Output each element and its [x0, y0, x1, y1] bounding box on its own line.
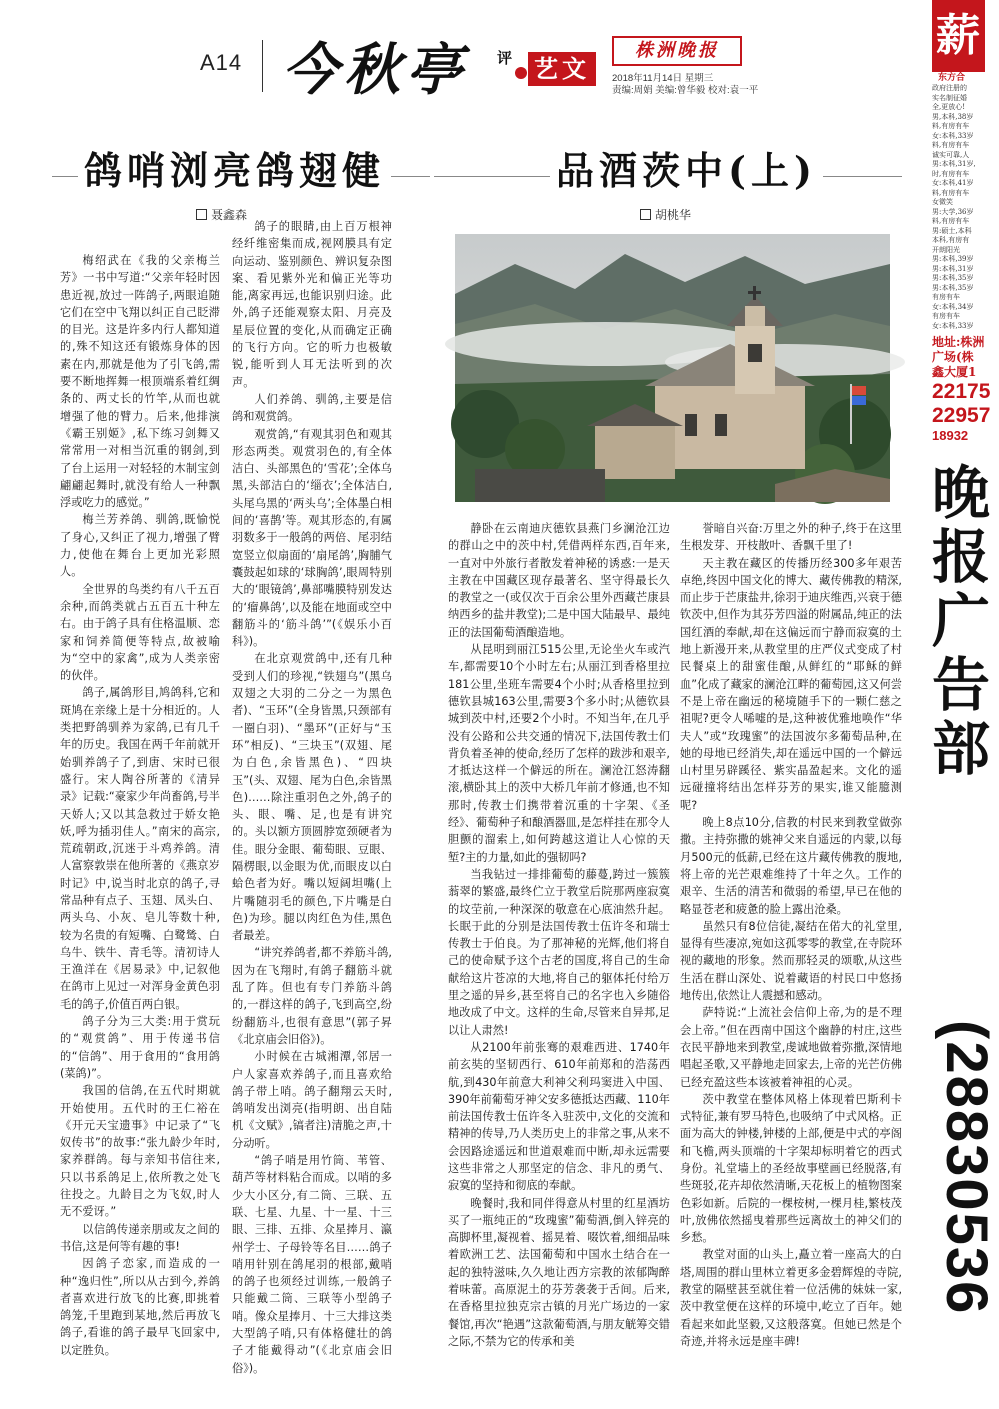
ad-phone-small: 18932 — [932, 428, 969, 443]
right-col2-paragraph: 誉暗自兴奋:万里之外的种子,终于在这里生根发芽、开枝散叶、香飘千里了! — [680, 522, 902, 553]
ad-big-char: 告 — [932, 651, 991, 719]
ad-listing-line: 实名制征婚 — [932, 93, 967, 102]
left-col1-paragraph: 梅兰芳养鸽、驯鸽,既愉悦了身心,又纠正了视力,增强了臂力,使他在舞台上更加光彩照人。 — [60, 513, 220, 579]
ad-listing-line: 男:本科,35岁 — [932, 274, 974, 282]
left-col2-paragraph: 鸽子的眼睛,由上百万根神经纤维密集而成,视网膜具有定向运动、鉴别颜色、辨识复杂图案、看见紫外光和偏正光等功能,离家再远,也能识别归途。此外,鸽子还能观察太阳、月亮及星辰位置的变化,从而确定正确的飞行方向。它的听力也极敏锐,能听到人耳无法听到的次声。 — [232, 220, 392, 389]
right-article-title: 品酒茨中(上) — [550, 140, 823, 195]
issue-date: 2018年11月14日 星期三 — [612, 73, 714, 84]
ad-listing-line: 料,有房有车 — [932, 141, 970, 149]
left-author-name: 聂鑫森 — [211, 208, 248, 222]
ad-listing-line: 女:本科,33岁 — [932, 321, 974, 330]
left-col1-paragraph: 我国的信鸽,在五代时期就开始使用。五代时的王仁裕在《开元天宝遗事》中记录了“飞奴传书”的故事:“张九龄少年时,家养群鸽。每与亲知书信往来,只以书系鸽足上,依所教之处飞往投之。九龄目之为飞奴,时人无不爱讶。” — [60, 1084, 220, 1219]
ad-listing-line: 女:本科,34岁 — [932, 302, 974, 311]
right-article-byline — [640, 206, 691, 223]
ping-label: 评 — [497, 49, 513, 67]
ad-phone-number: 22957 — [932, 404, 991, 427]
page-number: A14 — [200, 50, 243, 75]
ad-listing-line: 本科,有房有 — [932, 236, 970, 244]
ad-listing-line: 料,有房有车 — [932, 188, 970, 197]
ad-listing-line: 男:本科,39岁 — [932, 255, 974, 263]
right-col1-paragraph: 当我钻过一排排葡萄的藤蔓,跨过一簇簇蓊翠的繁盛,最终伫立于教堂后院那两座寂寞的坟茔前,一种深深的敬意在心底油然升起。长眠于此的分别是法国传教士伍许冬和瑞士传教士于伯良。为了那神秘的光辉,他们将自己的使命赋予这个古老的国度,将自己的生命献给这片苍凉的大地,将自己的躯体托付给万里之遥的异乡,甚至将自己的名字也入乡随俗地改成了中文。这样的生命,尽管来自异邦,足以让人肃然! — [448, 867, 670, 1037]
left-col2-paragraph: 小时候在古城湘潭,邻居一户人家喜欢养鸽子,而且喜欢给鸽子带上哨。鸽子翻翔云天时,鸽哨发出浏亮(指明朗、出自陆机《文赋》,镐者注)清脆之声,十分动听。 — [232, 1050, 392, 1150]
editor-credits: 责编:周娟 美编:曾华毅 校对:袁一平 — [612, 85, 759, 96]
ad-listing-line: 男:本科,35岁 — [932, 283, 974, 292]
left-col2-paragraph: “鸽子哨是用竹筒、苇管、葫芦等材料粘合而成。以哨的多少大小区分,有二筒、三联、五联、七星、九星、十一星、十三眼、三排、五排、众星捧月、瀛州学士、子母铃等名目……鸽子哨用针别在鸽尾羽的根部,戴哨的鸽子也须经过训练,一般鸽子只能戴二筒、三联等小型鸽子哨。像众星捧月、十三大排这类大型鸽子哨,只有体格健壮的鸽子才能戴得动”(《北京庙会旧俗》)。 — [232, 1154, 392, 1375]
byline-box-icon — [196, 209, 207, 220]
ad-big-text — [932, 459, 991, 783]
column-name: 今秋亭 — [282, 37, 468, 103]
left-col1-paragraph: 鸽子分为三大类:用于赏玩的“观赏鸽”、用于传递书信的“信鸽”、用于食用的“食用鸽(菜鸽)”。 — [60, 1015, 220, 1080]
ad-big-char: 晚 — [932, 459, 991, 527]
ad-subheader: 东方合 — [938, 73, 966, 83]
ad-address — [932, 335, 985, 380]
ad-listing-line: 料,有房有车 — [932, 217, 970, 225]
header-divider — [262, 40, 263, 92]
ad-listing-line: 诚实可靠,人 — [932, 150, 970, 159]
byline-box-icon — [640, 209, 651, 220]
ad-listing-line: 女微笑 — [932, 198, 953, 206]
left-col2-paragraph: 观赏鸽,“有观其羽色和观其形态两类。观赏羽色的,有全体洁白、头部黑色的‘雪花’;全体乌黑,头部洁白的‘缁衣’;全体洁白,头尾乌黑的‘两头乌’;全体墨白相间的‘喜鹊’等。观其形态的,有属羽数多于一般鸽的两倍、尾羽结宽竖立似扇面的‘扇尾鸽’,胸脯气囊鼓起如球的‘球胸鸽’,眼周特别大的‘眼镜鸽’,鼻部嘴膜特别发达的‘瘤鼻鸽’,以及能在地面或空中翻筋斗的‘筋斗鸽’”(《娱乐小百科》)。 — [232, 427, 392, 649]
right-article-column-1 — [448, 520, 670, 1362]
ad-listing-line: 女:本科,41岁 — [932, 179, 974, 187]
right-col2-paragraph: 茨中教堂在整体风格上体现着巴斯利卡式特征,兼有罗马特色,也吸纳了中式风格。正面为高大的钟楼,钟楼的上部,便是中式的亭阁和飞檐,两头顶端的十字架却标明着它的西式身份。礼堂墙上的圣经故事壁画已经脱落,有些斑驳,花卉却依然清晰,天花板上的植物图案色彩如新。后院的一棵桉树,一棵月桂,繁枝茂叶,放佛依然摇曳着那些远离故土的神父们的乡愁。 — [680, 1092, 902, 1245]
ad-listing-line: 全,更放心! — [932, 103, 966, 111]
section-label: 艺文 — [528, 52, 596, 86]
right-col2-paragraph: 晚上8点10分,信教的村民来到教堂做弥撒。主持弥撒的姚神父来自遥远的内蒙,以每月500元的低薪,已经在这片藏传佛教的腹地,将上帝的光芒艰难维持了十年之久。工作的艰辛、生活的清苦和微弱的希望,早已在他的略显苍老和疲惫的脸上露出沧桑。 — [680, 816, 902, 916]
left-article-title: 鸽哨浏亮鸽翅健 — [78, 140, 391, 195]
ad-listing — [932, 84, 985, 331]
right-article-column-2 — [680, 520, 902, 1362]
left-article-column-1 — [60, 252, 220, 1362]
ad-phone-number: 22175 — [932, 380, 991, 403]
left-col1-paragraph: 全世界的鸟类约有八千五百余种,而鸽类就占五百五十种左右。由于鸽子具有住格温顺、恋家和饲养简便等特点,故被喻为“空中的家禽”,成为人类亲密的伙伴。 — [60, 582, 220, 683]
left-col1-paragraph: 以信鸽传递亲朋或友之间的书信,这是何等有趣的事! — [60, 1222, 220, 1253]
red-dot — [515, 67, 527, 79]
church-photo-illustration — [455, 234, 890, 502]
ad-listing-line: 女:本科,33岁 — [932, 131, 974, 140]
left-col2-paragraph: 人们养鸽、驯鸽,主要是信鸽和观赏鸽。 — [232, 392, 392, 424]
left-col2-paragraph: “讲究养鸽者,都不养筋斗鸽,因为在飞翔时,有鸽子翻筋斗就乱了阵。但也有专门养筋斗鸽的,一群这样的鸽子,飞到高空,纷纷翻筋斗,也很有意思”(郭子昇《北京庙会旧俗》)。 — [232, 946, 392, 1046]
left-col1-paragraph: 因鸽子恋家,而造成的一种“逸归性”,所以从古到今,养鸽者喜欢进行放飞的比赛,即挑着鸽笼,千里跑到某地,然后再放飞鸽子,看谁的鸽子最早飞回家中,以定胜负。 — [60, 1257, 220, 1357]
right-author-name: 胡桃华 — [655, 208, 692, 222]
right-col2-paragraph: 天主教在藏区的传播历经300多年艰苦卓绝,终因中国文化的博大、藏传佛教的精深,而止步于芒康盐井,徐羽于迪庆维西,兴衰于德钦茨中,但作为其芬芳四溢的附属品,纯正的法国红酒的奉献,却在这偏远而宁静而寂寞的土地上新漫开来,从教堂里的庄严仪式变成了村民餐桌上的甜蜜佳酿,从鲜红的“耶稣的鲜血”化成了藏家的澜沧江畔的葡萄园,这又何尝不是上帝在幽远的秘境随手下的一颗仁慈之祖呢?更令人唏嘘的是,这种被优雅地唤作“华夫人”或“玫瑰蜜”的法国波尔多葡萄品种,在她的母地已经消失,却在遥远中国的一个僻远山村里另辟蹊径、紫实晶盈起来。文化的遥远碰撞将结出怎样芬芳的果实,谁又能臆测呢? — [680, 556, 902, 812]
ad-listing-line: 男:本科,31岁 — [932, 264, 974, 273]
ad-listing-line: 男:硕士,本科 — [932, 226, 972, 235]
ad-listing-line: 男:大学,36岁 — [932, 207, 974, 216]
ad-listing-line: 料,有房有车 — [932, 122, 970, 130]
ad-listing-line: 时,有房有车 — [932, 169, 970, 178]
ad-big-number: (28830536 — [934, 1020, 999, 1316]
ad-header: 薪 — [932, 0, 985, 72]
ad-address-line: 地址:株洲 — [932, 335, 985, 349]
left-col1-paragraph: 鸽子,属鸽形目,鸠鸽科,它和斑鸠在亲缘上是十分相近的。人类把野鸽驯养为家鸽,已有几千年的历史。我国在两千年前就开始驯养鸽子了,到唐、宋时已很盛行。宋人陶谷所著的《清异录》记载:“豪家少年尚畜鸽,号半天娇人;又以其急救过于娇女艳妖,呼为插羽佳人。”南宋的高宗,荒疏朝政,沉迷于斗鸡养鸽。清人富察敦崇在他所著的《燕京岁时记》中,说当时北京的鸽子,寻常品种有点子、玉翅、凤头白、两头乌、小灰、皂儿等数十种,较为名贵的有短嘴、白鹭鸶、白乌牛、铁牛、青毛等。清初诗人王渔洋在《居易录》中,记叙他在鸽市上见过一对浑身金黄色羽毛的鸽子,价值百两白银。 — [60, 686, 220, 1011]
ad-listing-line: 开朗阳光 — [932, 245, 960, 254]
left-col1-paragraph: 梅绍武在《我的父亲梅兰芳》一书中写道:“父亲年轻时因患近视,放过一阵鸽子,两眼追随它们在空中飞翔以纠正自己眨滞的目光。这是许多内行人都知道的,殊不知这还有锻炼身体的因素在内,那就是他为了引飞鸽,需要不断地挥舞一根顶端系着红绸条的、两丈长的竹竿,从而也就增强了他的臂力。后来,他排演《霸王别姬》,私下练习剑舞又常常用一对相当沉重的钢剑,到了台上运用一对轻轻的木制宝剑翩翩起舞时,就没有给人一种飘浮或吃力的感觉。” — [60, 254, 220, 510]
left-col2-paragraph: 在北京观赏鸽中,还有几种受到人们的珍视,“铁翅乌”(黑乌双翅之大羽的二分之一为黑色者)、“玉环”(全身皆黑,只颈部有一圈白羽)、“墨环”(正好与“玉环”相反)、“三块玉”(双翅、尾为白色,余皆黑色)、“四块玉”(头、双翅、尾为白色,余皆黑色)……除注重羽色之外,鸽子的头、眼、嘴、足,也是有讲究的。头以额方顶圆脖宽颈硬者为佳。眼分金眼、葡萄眼、豆眼、隔楞眼,以金眼为优,而眼皮以白蛤色者为好。嘴以短阔坦嘴(上片嘴随羽毛的颜色,下片嘴是白色)为珍。腿以肉红色为佳,黑色者最差。 — [232, 652, 392, 943]
ad-big-char: 报 — [932, 523, 991, 591]
left-article-column-2 — [232, 218, 392, 1375]
ad-address-line: 鑫大厦1 — [932, 365, 977, 379]
right-col2-paragraph: 教堂对面的山头上,矗立着一座高大的白塔,周围的群山里林立着更多金碧辉煌的寺院,教堂的隔壁甚至就住着一位活佛的妹妹一家,茨中教堂便在这样的环境中,屹立了百年。她看起来如此坚毅,又这般落寞。但她已然是个奇迹,并将永远是座丰碑! — [680, 1248, 902, 1348]
church-photo — [455, 234, 890, 502]
ad-listing-line: 政府注册的 — [932, 84, 967, 92]
ad-big-char: 广 — [932, 587, 991, 655]
ad-listing-line: 有房有车 — [932, 312, 960, 320]
right-col2-paragraph: 萨特说:“上流社会信仰上帝,为的是不理会上帝。”但在西南中国这个幽静的村庄,这些衣民平静地来到教堂,虔诚地做着弥撒,深情地唱起圣歌,又平静地走回家去,上帝的光芒仿佛已经充盈这些本该被着神祖的心灵。 — [680, 1006, 902, 1089]
ad-listing-line: 男,本科,38岁 — [932, 112, 974, 121]
right-col1-paragraph: 静卧在云南迪庆德钦县燕门乡澜沧江边的群山之中的茨中村,凭借两样东西,百年来,一直对中外旅行者散发着神秘的诱惑:一是天主教在中国藏区现存最著名、坚守得最长久的教堂之一(或仅次于百余公里外西藏芒康县纳西乡的盐井教堂);二是中国大陆最早、最纯正的法国葡萄酒酿造地。 — [448, 522, 670, 639]
ad-big-char: 部 — [932, 715, 991, 783]
right-col1-paragraph: 从昆明到丽江515公里,无论坐火车或汽车,都需要10个小时左右;从丽江到香格里拉181公里,坐班车需要4个小时;从香格里拉到德钦县城163公里,需要3个多小时;从德钦县城到茨中村,还要2个小时。不知当年,在几乎没有公路和公共交通的情况下,法国传教士们背负着圣神的使命,经历了怎样的跋涉和艰辛,才抵达这样一个僻远的所在。澜沧江怒涛翻滚,横卧其上的茨中大桥几年前才修通,也不知那时,传教士们携带着沉重的十字架、《圣经》、葡萄种子和酿酒器皿,是怎样挂在那令人胆颤的溜索上,如何跨越这道让人心惊的天堑?主的力量,如此的强韧吗? — [448, 643, 670, 864]
side-advertisement — [932, 0, 999, 1409]
right-col2-paragraph: 虽然只有8位信徒,凝结在偌大的礼堂里,显得有些凄凉,宛如这孤零零的教堂,在寺院环视的藏地的形象。然而那轻灵的颂歌,从这些生活在群山深处、说着藏语的村民口中悠扬地传出,依然让人震撼和感动。 — [680, 919, 902, 1003]
ad-listing-line: 男:本科,31岁, — [932, 160, 976, 168]
ad-listing-line: 有房有车 — [932, 293, 960, 301]
right-col1-paragraph: 晚餐时,我和同伴得意从村里的红星酒坊买了一瓶纯正的“玫瑰蜜”葡萄酒,倒入锌亮的高脚杯里,凝视着、摇晃着、啜饮着,细细品味着欧洲工艺、法国葡萄和中国水土结合在一起的独特滋味,久久地让西方宗教的浓郁陶醉着味蕾。高原泥土的芬芳袭袭于舌间。后来,在香格里拉独克宗古镇的月光广场边的一家餐馆,再次“艳遇”这款葡萄酒,与朋友觥筹交错之际,不禁为它的传承和美 — [448, 1196, 670, 1348]
right-col1-paragraph: 从2100年前张骞的艰难西进、1740年前玄奘的坚韧西行、610年前郑和的浩荡西航,到430年前意大利神父利玛窦进入中国、390年前葡萄牙神父安多德抵达西藏、110年前法国传教士伍许冬入驻茨中,文化的交流和精神的传导,乃人类历史上的非常之事,从来不会因路途遥远和世道艰难而中断,却永远需要这些非常之人那坚定的信念、非凡的勇气、寂寞的坚持和彻底的奉献。 — [448, 1040, 670, 1193]
ad-address-line: 广场(株 — [932, 350, 974, 364]
newspaper-brand: 株洲晚报 — [612, 36, 742, 66]
ad-phones — [932, 380, 991, 428]
